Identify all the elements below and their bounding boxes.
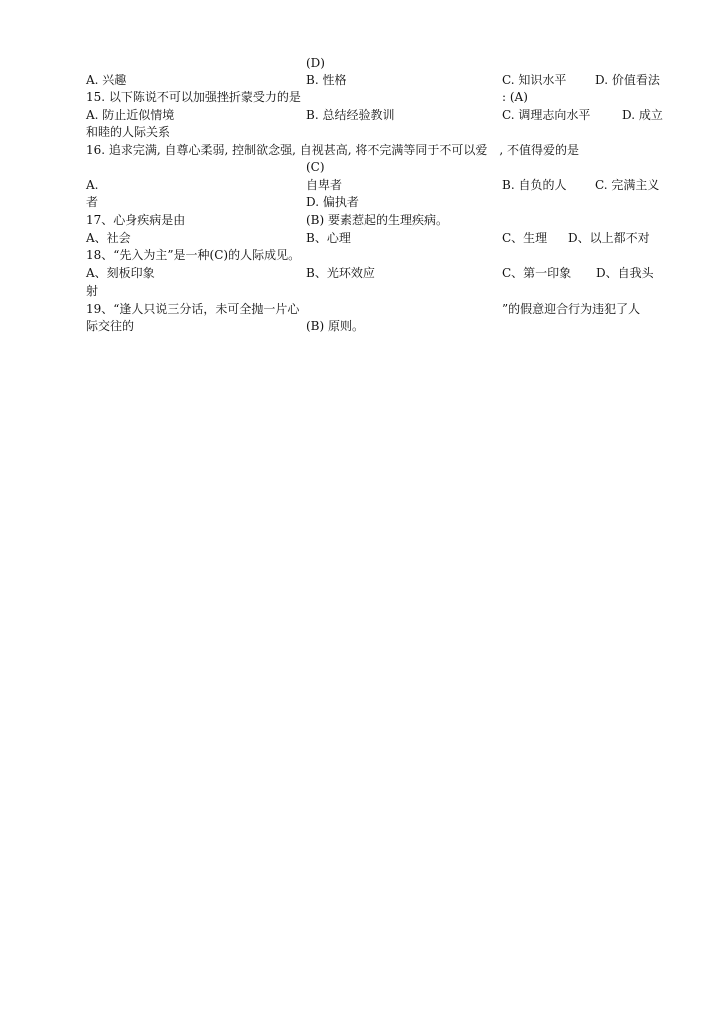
question-17: 17、心身疾病是由 [86, 213, 186, 227]
question-16: 16. 追求完满, 自尊心柔弱, 控制欲念强, 自视甚高, 将不完满等同于不可以爱 , 不值得爱的是 [86, 143, 580, 157]
option-a: A. 兴趣 [86, 73, 127, 87]
question-18: 18、“先入为主”是一种(C)的人际成见。 [86, 248, 301, 262]
question-19-end: 际交往的 [86, 319, 135, 333]
option-a: A. 防止近似情境 [86, 108, 175, 122]
option-d-continued: 和睦的人际关系 [86, 125, 171, 139]
question-19-continued: ”的假意迎合行为违犯了人 [502, 302, 641, 316]
question-19: 19、“逢人只说三分话，未可全抛一片心 [86, 302, 300, 316]
option-c: C. 调理志向水平 [502, 108, 591, 122]
option-d: D. 成立 [622, 108, 663, 122]
answer-19: (B) 原则。 [306, 319, 364, 333]
option-d: D、自我头 [596, 266, 654, 280]
option-b: B. 总结经验教训 [306, 108, 395, 122]
answer-16: (C) [306, 160, 325, 174]
option-d: D. 偏执者 [306, 195, 359, 209]
option-c: C. 完满主义 [595, 178, 660, 192]
question-15: 15. 以下陈说不可以加强挫折蒙受力的是 [86, 90, 301, 104]
option-b: B. 性格 [306, 73, 347, 87]
option-c: C. 知识水平 [502, 73, 567, 87]
option-a: A. [86, 178, 99, 192]
answer-d: (D) [306, 56, 325, 70]
option-b: B、光环效应 [306, 266, 375, 280]
option-b: B. 自负的人 [502, 178, 567, 192]
option-a: A、社会 [86, 231, 131, 245]
option-b: B、心理 [306, 231, 351, 245]
option-c: C、生理 [502, 231, 548, 245]
option-d-continued: 射 [86, 284, 99, 298]
option-d: D. 价值看法 [595, 73, 660, 87]
question-17-continued: (B) 要素惹起的生理疾病。 [306, 213, 448, 227]
option-c: C、第一印象 [502, 266, 572, 280]
answer-15: : (A) [502, 90, 528, 104]
option-d: D、以上都不对 [568, 231, 650, 245]
option-c-continued: 者 [86, 195, 99, 209]
option-a-text: 自卑者 [306, 178, 343, 192]
option-a: A、刻板印象 [86, 266, 155, 280]
